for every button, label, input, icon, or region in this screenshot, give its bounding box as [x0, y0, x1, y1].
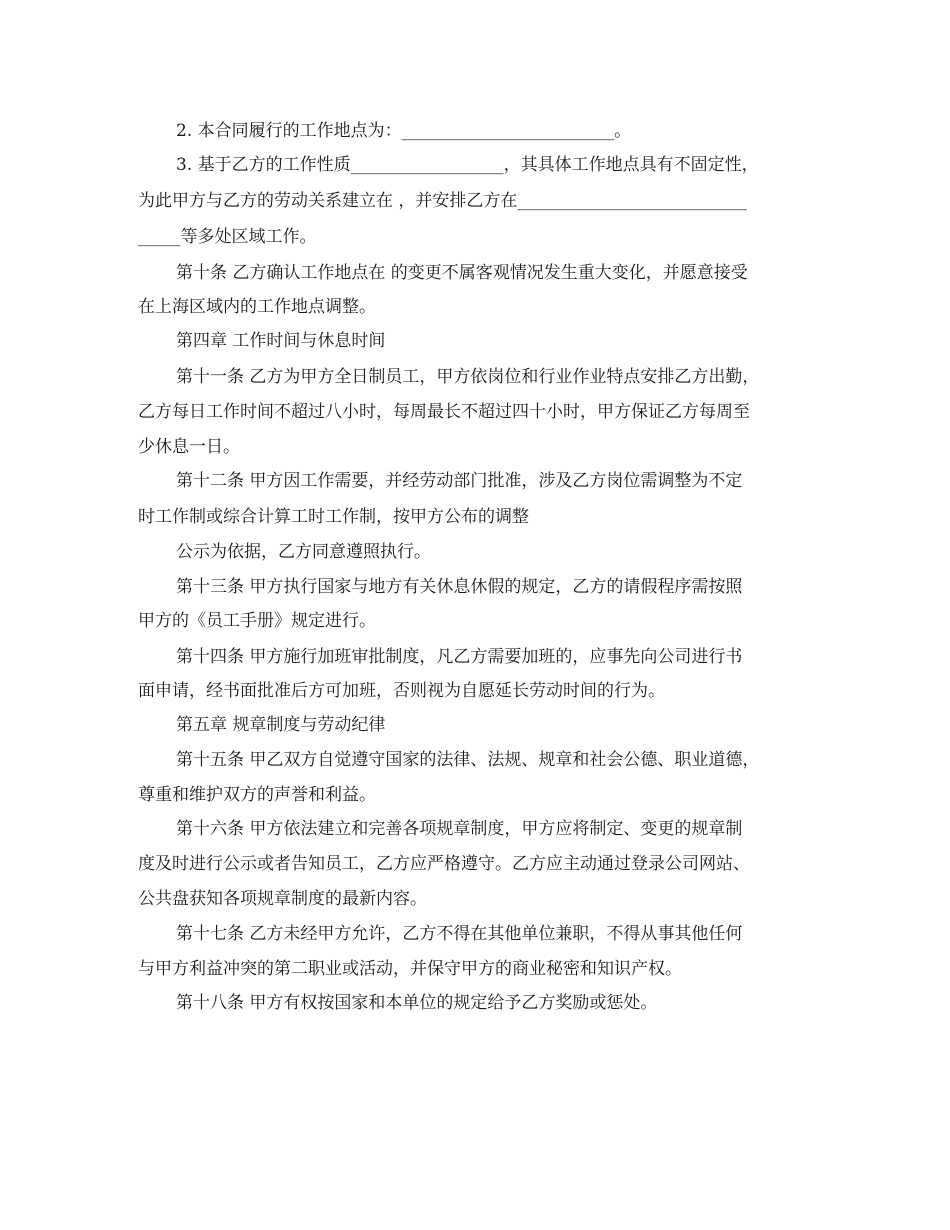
paragraph-line: 第十五条 甲乙双方自觉遵守国家的法律、法规、规章和社会公德、职业道德， [176, 750, 760, 770]
paragraph-line: 第十二条 甲方因工作需要，并经劳动部门批准，涉及乙方岗位需调整为不定 [176, 471, 743, 491]
paragraph-line: 第十六条 甲方依法建立和完善各项规章制度，甲方应将制定、变更的规章制 [176, 819, 743, 839]
paragraph-line: 为此甲方与乙方的劳动关系建立在 ，并安排乙方在___________________________ [138, 191, 747, 211]
paragraph-line: 3. 基于乙方的工作性质__________________，其具体工作地点具有不固定性， [176, 155, 759, 175]
paragraph-line: 第十一条 乙方为甲方全日制员工，甲方依岗位和行业作业特点安排乙方出勤， [176, 367, 760, 387]
paragraph-line: 第十四条 甲方施行加班审批制度，凡乙方需要加班的，应事先向公司进行书 [176, 647, 743, 667]
paragraph-line: 第十条 乙方确认工作地点在 的变更不属客观情况发生重大变化，并愿意接受 [176, 263, 748, 283]
paragraph-line: _____等多处区域工作。 [138, 227, 317, 247]
paragraph-line: 甲方的《员工手册》规定进行。 [138, 611, 376, 631]
paragraph-line: 时工作制或综合计算工时工作制，按甲方公布的调整 [138, 507, 529, 527]
paragraph-line: 度及时进行公示或者告知员工，乙方应严格遵守。乙方应主动通过登录公司网站、 [138, 854, 750, 874]
chapter-heading: 第五章 规章制度与劳动纪律 [176, 715, 386, 735]
paragraph-line: 第十三条 甲方执行国家与地方有关休息休假的规定，乙方的请假程序需按照 [176, 577, 743, 597]
paragraph-line: 第十七条 乙方未经甲方允许，乙方不得在其他单位兼职，不得从事其他任何 [176, 924, 743, 944]
paragraph-line: 在上海区域内的工作地点调整。 [138, 297, 376, 317]
paragraph-line: 第十八条 甲方有权按国家和本单位的规定给予乙方奖励或惩处。 [176, 993, 658, 1013]
paragraph-line: 公共盘获知各项规章制度的最新内容。 [138, 889, 427, 909]
paragraph-line: 与甲方利益冲突的第二职业或活动，并保守甲方的商业秘密和知识产权。 [138, 959, 682, 979]
paragraph-line: 2. 本合同履行的工作地点为：_________________________。 [176, 121, 632, 141]
paragraph-line: 面申请，经书面批准后方可加班，否则视为自愿延长劳动时间的行为。 [138, 681, 665, 701]
paragraph-line: 少休息一日。 [138, 437, 240, 457]
paragraph-line: 乙方每日工作时间不超过八小时，每周最长不超过四十小时，甲方保证乙方每周至 [138, 402, 750, 422]
chapter-heading: 第四章 工作时间与休息时间 [176, 331, 386, 351]
paragraph-line: 尊重和维护双方的声誉和利益。 [138, 785, 376, 805]
paragraph-line: 公示为依据，乙方同意遵照执行。 [176, 542, 431, 562]
